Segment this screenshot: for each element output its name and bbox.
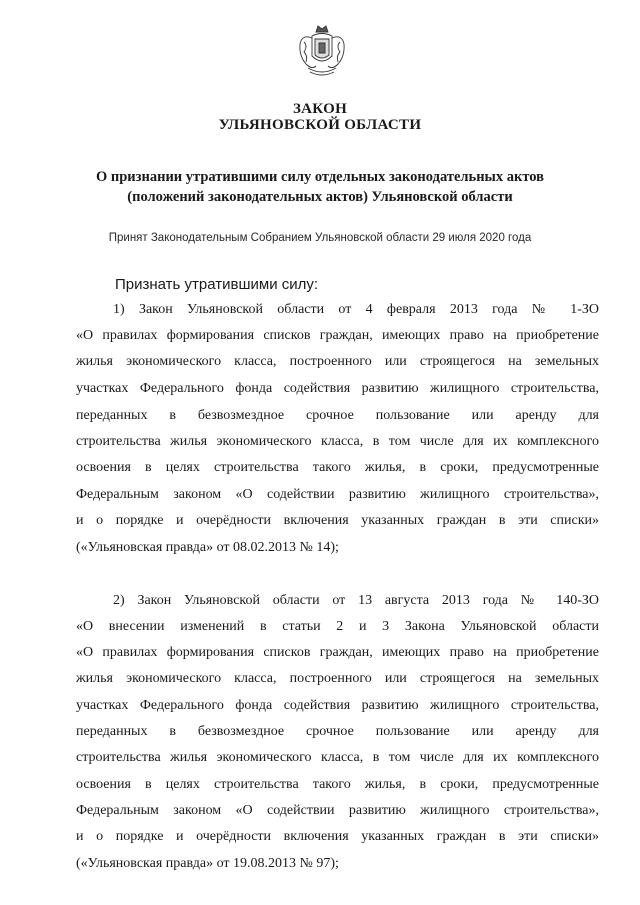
body-line: участках Федерального фонда содействия развитию жилищного строительства, bbox=[76, 381, 599, 396]
body-line: участках Федерального фонда содействия развитию жилищного строительства, bbox=[76, 698, 599, 713]
body-line: и о порядке и очерёдности включения указанных граждан в эти списки» bbox=[76, 513, 599, 528]
body-line: жилья экономического класса, построенного или строящегося на земельных bbox=[76, 671, 599, 686]
adoption-note: Принят Законодательным Собранием Ульяновской области 29 июля 2020 года bbox=[108, 232, 532, 244]
body-line: Федеральным законом «О содействии развитию жилищного строительства», bbox=[76, 803, 599, 818]
body-line: 2) Закон Ульяновской области от 13 августа 2013 года № 140-ЗО bbox=[113, 593, 599, 608]
body-line: строительства жилья экономического класса, в том числе для их комплексного bbox=[76, 434, 599, 449]
law-title-line2: УЛЬЯНОВСКОЙ ОБЛАСТИ bbox=[218, 117, 422, 133]
body-line: и о порядке и очерёдности включения указанных граждан в эти списки» bbox=[76, 829, 599, 844]
document-heading-line2: (положений законодательных актов) Ульяновской области bbox=[127, 189, 513, 205]
body-line: переданных в безвозмездное срочное пользование или аренду для bbox=[76, 408, 599, 423]
body-line: 1) Закон Ульяновской области от 4 февраля 2013 года № 1-ЗО bbox=[113, 302, 599, 317]
body-line: строительства жилья экономического класса, в том числе для их комплексного bbox=[76, 750, 599, 765]
intro-text: Признать утратившими силу: bbox=[115, 276, 319, 293]
law-title-line1: ЗАКОН bbox=[292, 101, 348, 117]
body-line: переданных в безвозмездное срочное пользование или аренду для bbox=[76, 724, 599, 739]
body-line: освоения в целях строительства такого жилья, в сроки, предусмотренные bbox=[76, 777, 599, 792]
body-line: «О правилах формирования списков граждан, имеющих право на приобретение bbox=[76, 645, 599, 660]
body-line: («Ульяновская правда» от 19.08.2013 № 97); bbox=[76, 856, 339, 871]
body-line: («Ульяновская правда» от 08.02.2013 № 14); bbox=[76, 540, 339, 555]
ulyanovsk-coat-of-arms-icon bbox=[296, 22, 348, 78]
body-line: освоения в целях строительства такого жилья, в сроки, предусмотренные bbox=[76, 460, 599, 475]
body-line: «О правилах формирования списков граждан, имеющих право на приобретение bbox=[76, 328, 599, 343]
body-line: Федеральным законом «О содействии развитию жилищного строительства», bbox=[76, 487, 599, 502]
body-line: жилья экономического класса, построенного или строящегося на земельных bbox=[76, 354, 599, 369]
document-heading-line1: О признании утратившими силу отдельных законодательных актов bbox=[95, 169, 544, 185]
body-line: «О внесении изменений в статьи 2 и 3 Закона Ульяновской области bbox=[76, 619, 599, 634]
